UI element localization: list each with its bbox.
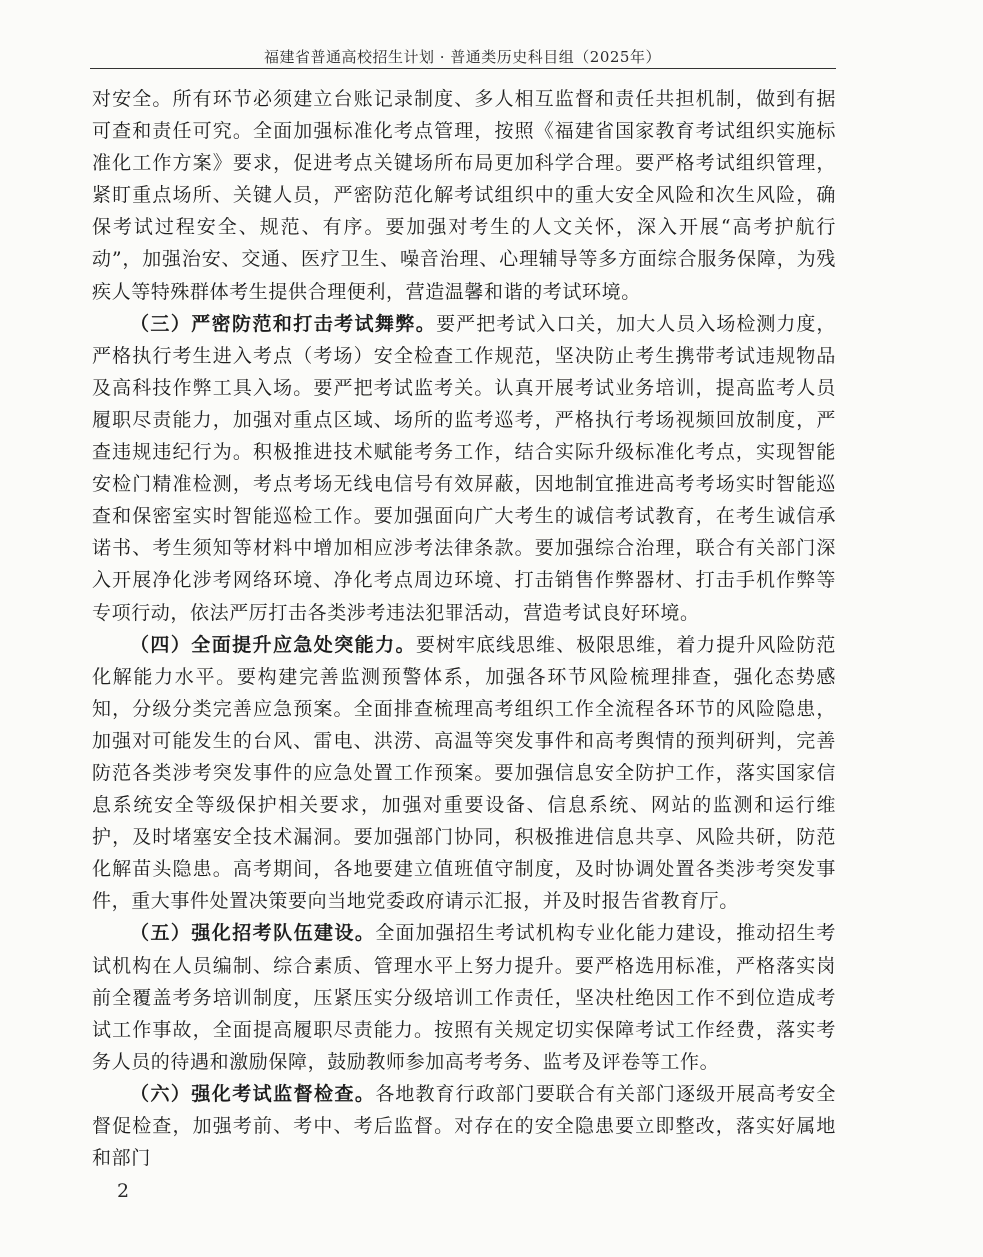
- paragraph-text: 要树牢底线思维、极限思维，着力提升风险防范化解能力水平。要构建完善监测预警体系，加强各环节风险梳理排查，强化态势感知，分级分类完善应急预案。全面排查梳理高考组织工作全流程各环节的风险隐患，加强对可能发生的台风、雷电、洪涝、高温等突发事件和高考舆情的预判研判，完善防范各类涉考突发事件的应急处置工作预案。要加强信息安全防护工作，落实国家信息系统安全等级保护相关要求，加强对重要设备、信息系统、网站的监测和运行维护，及时堵塞安全技术漏洞。要加强部门协同，积极推进信息共享、风险共研，防范化解苗头隐患。高考期间，各地要建立值班值守制度，及时协调处置各类涉考突发事件，重大事件处置决策要向当地党委政府请示汇报，并及时报告省教育厅。: [92, 633, 836, 913]
- header-divider: [90, 68, 836, 69]
- paragraph-continued: [92, 83, 836, 308]
- paragraph-section-3: [92, 308, 836, 629]
- paragraph-text: 各地教育行政部门要联合有关部门逐级开展高考安全督促检查，加强考前、考中、考后监督。对存在的安全隐患要立即整改，落实好属地和部门: [92, 1082, 836, 1170]
- section-heading: （六）强化考试监督检查。: [130, 1082, 376, 1105]
- paragraph-text: 全面加强招生考试机构专业化能力建设，推动招生考试机构在人员编制、综合素质、管理水平上努力提升。要严格选用标准，严格落实岗前全覆盖考务培训制度，压紧压实分级培训工作责任，坚决杜绝因工作不到位造成考试工作事故，全面提高履职尽责能力。按照有关规定切实保障考试工作经费，落实考务人员的待遇和激励保障，鼓励教师参加高考考务、监考及评卷等工作。: [92, 922, 836, 1073]
- paragraph-section-5: [92, 917, 836, 1077]
- document-body: [92, 83, 836, 1174]
- running-header: 福建省普通高校招生计划 · 普通类历史科目组（2025年）: [264, 48, 661, 66]
- paragraph-text: 要严把考试入口关，加大人员入场检测力度，严格执行考生进入考点（考场）安全检查工作规范，坚决防止考生携带考试违规物品及高科技作弊工具入场。要严把考试监考关。认真开展考试业务培训，提高监考人员履职尽责能力，加强对重点区域、场所的监考巡考，严格执行考场视频回放制度，严查违规违纪行为。积极推进技术赋能考务工作，结合实际升级标准化考点，实现智能安检门精准检测，考点考场无线电信号有效屏蔽，因地制宜推进高考考场实时智能巡查和保密室实时智能巡检工作。要加强面向广大考生的诚信考试教育，在考生诚信承诺书、考生须知等材料中增加相应涉考法律条款。要加强综合治理，联合有关部门深入开展净化涉考网络环境、净化考点周边环境、打击销售作弊器材、打击手机作弊等专项行动，依法严厉打击各类涉考违法犯罪活动，营造考试良好环境。: [92, 312, 836, 624]
- paragraph-section-6: [92, 1078, 836, 1174]
- paragraph-section-4: [92, 629, 836, 918]
- section-heading: （三）严密防范和打击考试舞弊。: [130, 312, 437, 335]
- page-number: 2: [117, 1180, 130, 1202]
- paragraph-text: 对安全。所有环节必须建立台账记录制度、多人相互监督和责任共担机制，做到有据可查和责任可究。全面加强标准化考点管理，按照《福建省国家教育考试组织实施标准化工作方案》要求，促进考点关键场所布局更加科学合理。要严格考试组织管理，紧盯重点场所、关键人员，严密防范化解考试组织中的重大安全风险和次生风险，确保考试过程安全、规范、有序。要加强对考生的人文关怀，深入开展“高考护航行动”，加强治安、交通、医疗卫生、噪音治理、心理辅导等多方面综合服务保障，为残疾人等特殊群体考生提供合理便利，营造温馨和谐的考试环境。: [92, 88, 836, 303]
- section-heading: （五）强化招考队伍建设。: [130, 922, 376, 945]
- section-heading: （四）全面提升应急处突能力。: [130, 633, 416, 656]
